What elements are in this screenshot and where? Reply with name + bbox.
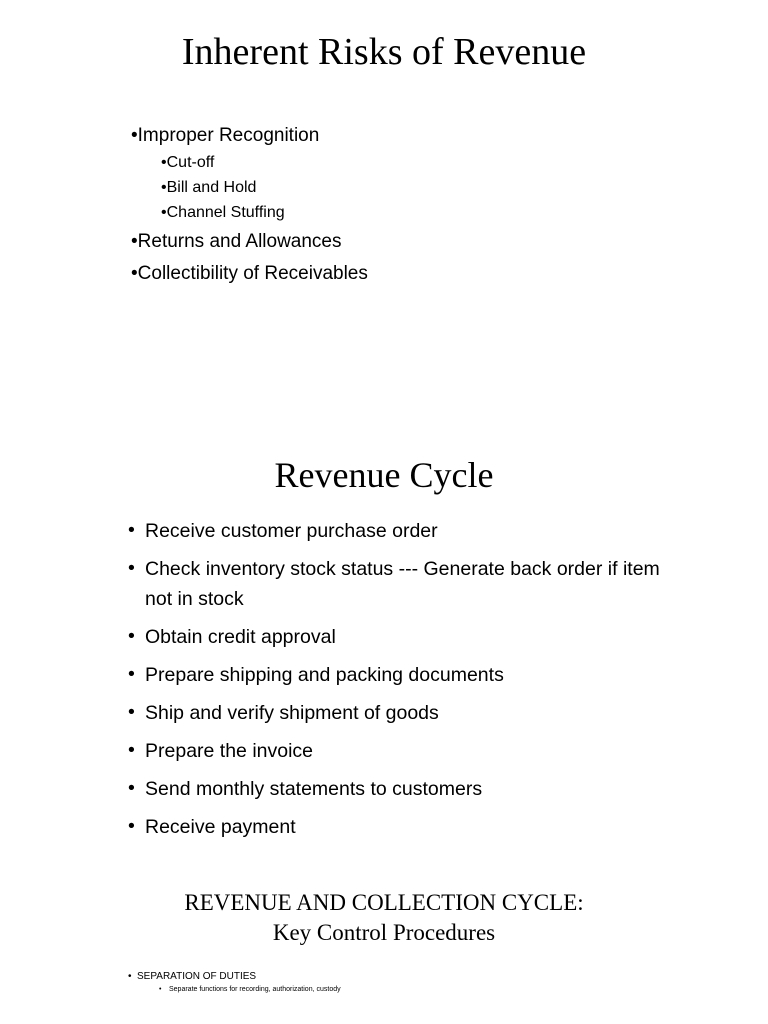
- sub-list-item-label: Cut-off: [166, 154, 215, 171]
- sub-list-item: [161, 200, 368, 225]
- cycle-steps-list: [128, 516, 668, 850]
- list-item: [131, 229, 368, 255]
- sub-list-item: • Separate functions for recording, authorization, custody: [159, 984, 341, 996]
- list-item: • Check inventory stock status --- Generate back order if item not in stock: [128, 554, 668, 614]
- list-item: • Prepare the invoice: [128, 736, 668, 766]
- list-item-label: Returns and Allowances: [137, 231, 342, 252]
- slide-title-line: Key Control Procedures: [272, 920, 496, 945]
- sub-list-item: [161, 175, 368, 200]
- list-item: • Prepare shipping and packing documents: [128, 660, 668, 690]
- list-item-label: SEPARATION OF DUTIES: [137, 971, 257, 982]
- list-item-label: Improper Recognition: [137, 125, 320, 146]
- risk-list: [131, 123, 368, 287]
- bullet: [131, 231, 138, 252]
- bullet: [131, 263, 138, 284]
- sub-list: [131, 150, 368, 225]
- slide-revenue-cycle: [0, 440, 768, 860]
- slide-key-controls: [0, 880, 768, 1024]
- sub-list-item-label: Channel Stuffing: [166, 204, 285, 221]
- slide-title: Inherent Risks of Revenue: [181, 31, 587, 73]
- sub-list-item-label: Bill and Hold: [166, 179, 257, 196]
- list-item: • Receive payment: [128, 812, 668, 842]
- list-item: [131, 261, 368, 287]
- controls-list: [128, 970, 341, 996]
- slide-title: Revenue Cycle: [274, 455, 494, 495]
- slide-inherent-risks: [0, 0, 768, 330]
- list-item: [131, 123, 368, 225]
- list-item: • Ship and verify shipment of goods: [128, 698, 668, 728]
- sub-list-item: [161, 150, 368, 175]
- bullet: [131, 125, 138, 146]
- list-item-label: Collectibility of Receivables: [137, 263, 368, 284]
- list-item: • Obtain credit approval: [128, 622, 668, 652]
- slide-title: [0, 888, 768, 948]
- list-item: • Send monthly statements to customers: [128, 774, 668, 804]
- slide-title-line: REVENUE AND COLLECTION CYCLE:: [184, 890, 584, 915]
- sub-list: [159, 984, 341, 996]
- list-item: • Receive customer purchase order: [128, 516, 668, 546]
- list-item: [128, 970, 341, 996]
